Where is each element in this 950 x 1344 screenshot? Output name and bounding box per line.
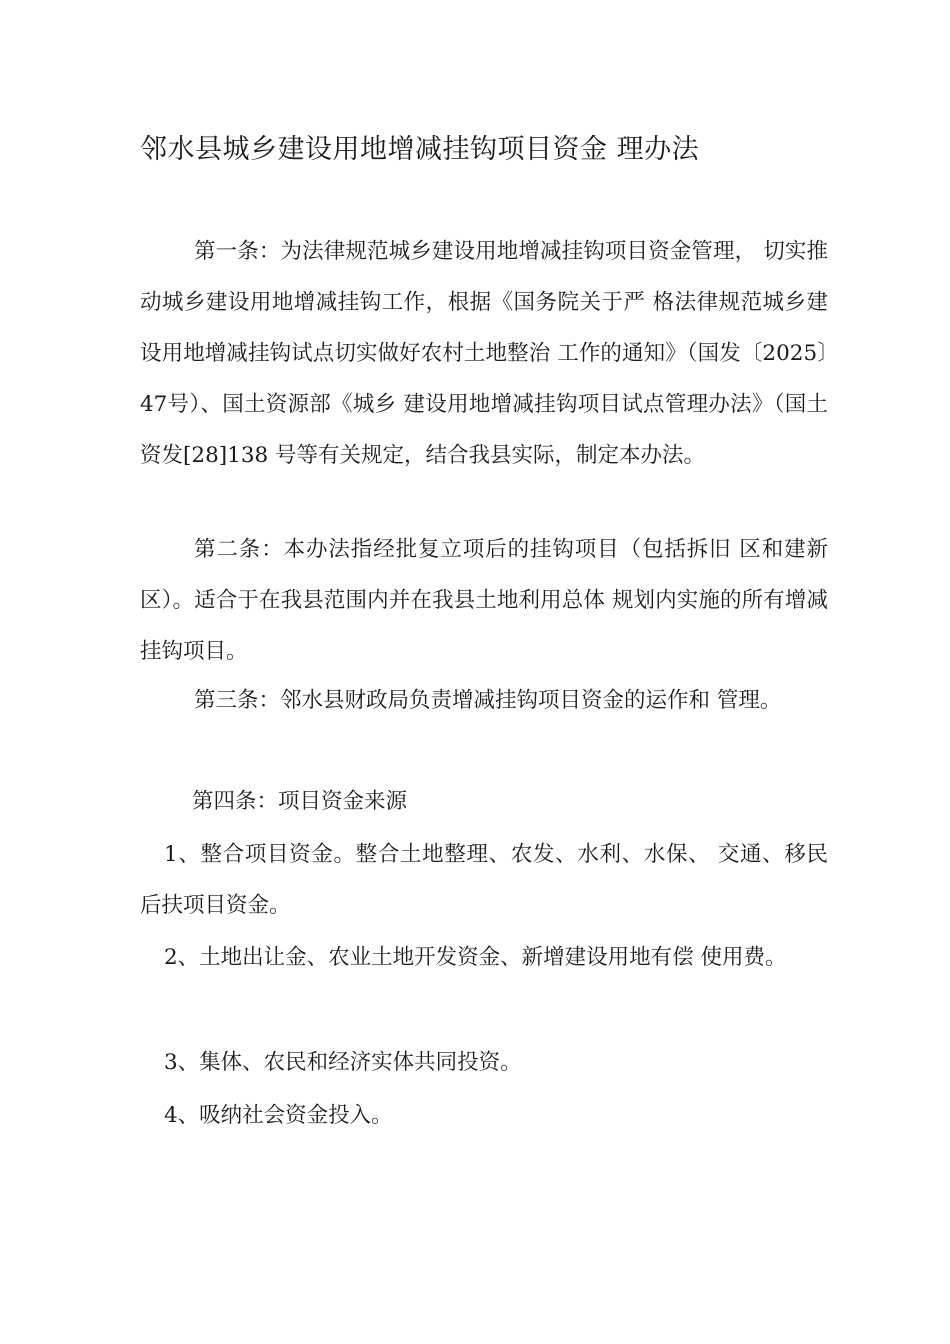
article-3-paragraph: 第三条：邻水县财政局负责增减挂钩项目资金的运作和 管理。	[194, 688, 782, 713]
article-2-paragraph: 第二条：本办法指经批复立项后的挂钩项目（包括拆旧 区和建新区）。适合于在我县范围内并在我县土地利用总体 规划内实施的所有增减挂钩项目。	[140, 537, 828, 664]
funding-source-item-4: 4、吸纳社会资金投入。	[164, 1103, 393, 1128]
funding-source-item-1: 1、整合项目资金。整合土地整理、农发、水利、水保、 交通、移民后扶项目资金。	[140, 842, 828, 918]
funding-source-item-3: 3、集体、农民和经济实体共同投资。	[164, 1050, 522, 1075]
article-4-heading: 第四条：项目资金来源	[192, 789, 408, 814]
document-title: 邻水县城乡建设用地增减挂钩项目资金 理办法	[140, 134, 700, 165]
funding-source-item-2: 2、土地出让金、农业土地开发资金、新增建设用地有偿 使用费。	[164, 945, 787, 970]
article-1-paragraph: 第一条：为法律规范城乡建设用地增减挂钩项目资金管理， 切实推动城乡建设用地增减挂钩工作，根据《国务院关于严 格法律规范城乡建设用地增减挂钩试点切实做好农村土地整治 工作的通知》（国发〔2025〕47号）、国土资源部《城乡 建设用地增减挂钩项目试点管理办法》（国土资发[28]138 号等有关规定，结合我县实际，制定本办法。	[140, 239, 828, 468]
